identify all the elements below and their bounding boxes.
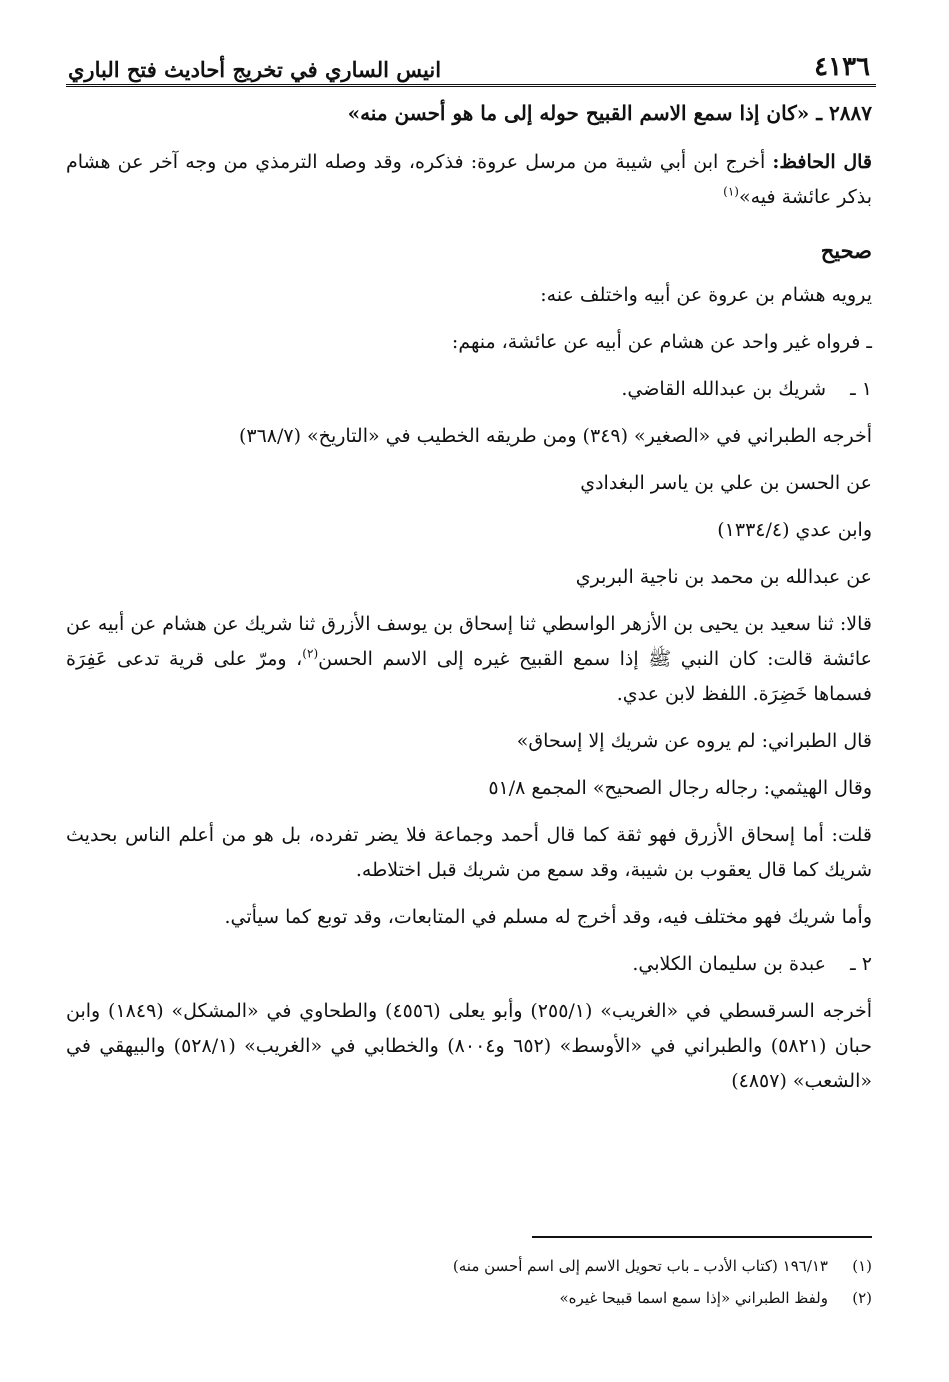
sharik-note: وأما شريك فهو مختلف فيه، وقد أخرج له مسلم في المتابعات، وقد توبع كما سيأتي.: [224, 906, 872, 928]
isnad-text-b: ، ومرّ على قرية تدعى عَفِرَة فسماها خَضِرَة. اللفظ لابن عدي.: [66, 648, 872, 705]
book-page: [66, 38, 876, 1358]
intro-line-2: ـ فرواه غير واحد عن هشام عن أبيه عن عائشة، منهم:: [451, 331, 872, 353]
footnote-text-1: ١٩٦/١٣ (كتاب الأدب ـ باب تحويل الاسم إلى اسم أحسن منه): [452, 1257, 828, 1275]
source-line-2b: عن عبدالله بن محمد بن ناجية البربري: [575, 566, 872, 588]
isnad-paragraph: [66, 607, 872, 712]
footnote-mark-1: (١): [852, 1257, 872, 1275]
footnote-ref-2: (٢): [302, 646, 319, 661]
footnote-ref-1: (١): [723, 184, 739, 199]
source-line-2: وابن عدي (١٣٣٤/٤): [717, 519, 872, 541]
tabarani-note: قال الطبراني: لم يروه عن شريك إلا إسحاق»: [516, 730, 872, 752]
narrator-item-2: [66, 947, 872, 982]
narrator-name-2: عبدة بن سليمان الكلابي.: [632, 953, 826, 975]
footnote-separator: [532, 1236, 872, 1238]
source-line-1: أخرجه الطبراني في «الصغير» (٣٤٩) ومن طريقه الخطيب في «التاريخ» (٣٦٨/٧): [238, 425, 872, 447]
running-title: انيس الساري في تخريج أحاديث فتح الباري: [68, 57, 442, 82]
verdict-heading: صحيح: [820, 238, 872, 263]
source-line-3: أخرجه السرقسطي في «الغريب» (٢٥٥/١) وأبو يعلى (٤٥٥٦) والطحاوي في «المشكل» (١٨٤٩) وابن حبان (٥٨٢١) والطبراني في «الأوسط» (٦٥٢ و٨٠٠٤) والخطابي في «الغريب» (٥٢٨/١) والبيهقي في «الشعب» (٤٨٥٧): [66, 1000, 873, 1092]
footnote-2: [66, 1282, 872, 1314]
narrator-number-1: ١ ـ: [850, 378, 872, 400]
qultu-paragraph: قلت: أما إسحاق الأزرق فهو ثقة كما قال أحمد وجماعة فلا يضر تفرده، بل هو من أعلم الناس بحديث شريك كما قال يعقوب بن شيبة، وقد سمع من شريك قبل اختلاطه.: [66, 824, 872, 881]
haythami-note: وقال الهيثمي: رجاله رجال الصحيح» المجمع ٥١/٨: [488, 777, 872, 799]
narrator-name-1: شريك بن عبدالله القاضي.: [621, 378, 826, 400]
page-number: ٤١٣٦: [814, 52, 870, 82]
footnotes: [66, 1236, 872, 1314]
narrator-number-2: ٢ ـ: [850, 953, 872, 975]
hadith-heading: ٢٨٨٧ ـ «كان إذا سمع الاسم القبيح حوله إلى ما هو أحسن منه»: [347, 101, 872, 125]
hafiz-paragraph: [66, 145, 872, 215]
intro-line-1: يرويه هشام بن عروة عن أبيه واختلف عنه:: [540, 284, 872, 306]
source-line-1b: عن الحسن بن علي بن ياسر البغدادي: [580, 472, 872, 494]
isnad-text-a: قالا: ثنا سعيد بن يحيى بن الأزهر الواسطي ثنا إسحاق بن يوسف الأزرق ثنا شريك عن هشام عن أبيه عن عائشة قالت: كان النبي ﷺ إذا سمع القبيح غيره إلى الاسم الحسن: [66, 613, 872, 670]
page-body: [66, 96, 872, 1099]
footnote-1: [66, 1250, 872, 1282]
page-header: [66, 38, 876, 87]
hafiz-text: أخرج ابن أبي شيبة من مرسل عروة: فذكره، وقد وصله الترمذي من وجه آخر عن هشام بذكر عائشة فيه»: [66, 151, 872, 208]
hafiz-label: قال الحافظ:: [772, 151, 873, 173]
footnote-text-2: ولفظ الطبراني «إذا سمع اسما قبيحا غيره»: [559, 1289, 828, 1307]
footnote-mark-2: (٢): [852, 1289, 872, 1307]
narrator-item-1: [66, 372, 872, 407]
